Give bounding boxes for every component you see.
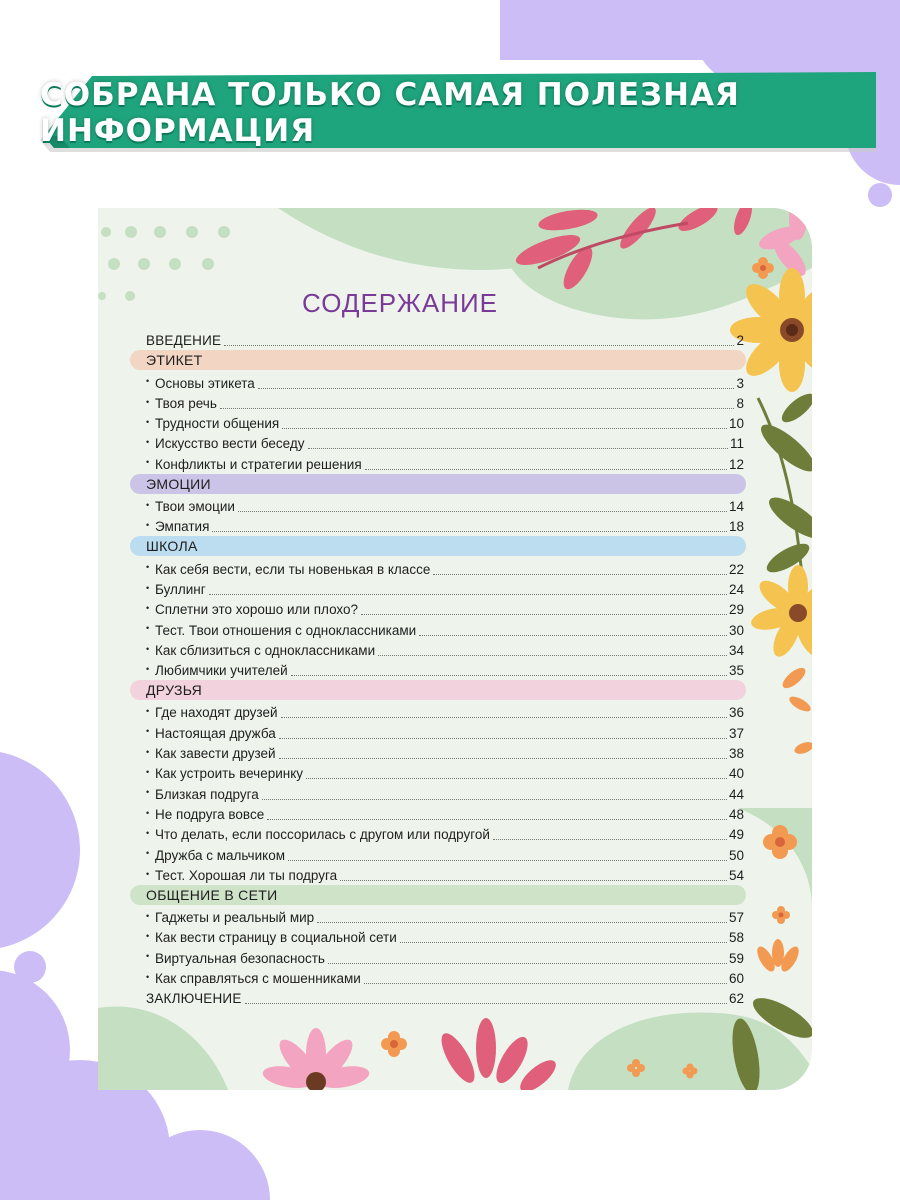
toc-entry[interactable] [130, 557, 746, 577]
toc-entry-page: 34 [728, 642, 744, 658]
bullet-icon: • [146, 706, 150, 717]
dot-leader [364, 983, 727, 984]
bullet-icon: • [146, 499, 150, 510]
toc-entry[interactable] [130, 412, 746, 432]
bullet-icon: • [146, 437, 150, 448]
dot-leader [279, 738, 727, 739]
toc-entry[interactable] [130, 639, 746, 659]
dot-leader [267, 819, 727, 820]
toc-entry-label: Как завести друзей [155, 746, 276, 762]
toc-section-header[interactable]: ДРУЗЬЯ [130, 680, 746, 700]
toc-entry-label: Не подруга вовсе [155, 806, 265, 822]
toc-entry-page: 10 [728, 416, 744, 432]
toc-title: СОДЕРЖАНИЕ [301, 288, 498, 318]
table-of-contents [130, 329, 746, 1007]
toc-entry-label: Эмпатия [155, 519, 210, 535]
toc-entry-label: Что делать, если поссорилась с другом или подругой [155, 827, 490, 843]
dot-leader [224, 345, 734, 346]
toc-entry[interactable] [130, 906, 746, 926]
toc-entry-page: 29 [728, 602, 744, 618]
toc-entry-page: 37 [728, 725, 744, 741]
bullet-icon: • [146, 931, 150, 942]
toc-entry-page: 48 [728, 806, 744, 822]
dot-leader [212, 531, 727, 532]
dot-leader [433, 574, 727, 575]
bullet-icon: • [146, 746, 150, 757]
dot-leader [308, 448, 728, 449]
toc-sections [130, 350, 746, 987]
toc-entry-page: 30 [728, 622, 744, 638]
toc-entry-label: Как устроить вечеринку [155, 766, 304, 782]
bullet-icon: • [146, 602, 150, 613]
dot-leader [400, 942, 727, 943]
dot-leader [209, 594, 727, 595]
toc-entry-page: 11 [729, 436, 744, 452]
toc-entry[interactable] [130, 495, 746, 515]
bullet-icon: • [146, 457, 150, 468]
toc-entry-label: ВВЕДЕНИЕ [146, 333, 222, 349]
toc-entry-label: Как справляться с мошенниками [155, 971, 361, 987]
toc-entry-label: Как вести страницу в социальной сети [155, 930, 397, 946]
dot-leader [306, 778, 727, 779]
toc-entry-page: 59 [728, 950, 744, 966]
toc-entry-page: 2 [736, 333, 744, 349]
bullet-icon: • [146, 767, 150, 778]
dot-leader [288, 860, 727, 861]
toc-entry-label: Близкая подруга [155, 786, 259, 802]
bullet-icon: • [146, 827, 150, 838]
toc-entry[interactable] [130, 946, 746, 966]
toc-entry-label: ЗАКЛЮЧЕНИЕ [146, 991, 242, 1007]
bullet-icon: • [146, 910, 150, 921]
dot-leader [262, 799, 727, 800]
toc-entry-page: 12 [728, 456, 744, 472]
toc-section-header[interactable]: ЭТИКЕТ [130, 350, 746, 370]
toc-entry[interactable] [130, 721, 746, 741]
toc-entry-page: 54 [728, 867, 744, 883]
toc-entry-label: Как себя вести, если ты новенькая в классе [155, 561, 431, 577]
toc-entry[interactable] [130, 843, 746, 863]
toc-entry-label: Твоя речь [155, 395, 217, 411]
toc-entry-page: 35 [728, 663, 744, 679]
bullet-icon: • [146, 807, 150, 818]
toc-entry-label: Трудности общения [155, 416, 280, 432]
dot-leader [493, 839, 727, 840]
toc-entry-label: Конфликты и стратегии решения [155, 456, 362, 472]
dot-leader [281, 717, 727, 718]
dot-leader [220, 408, 735, 409]
dot-leader [419, 635, 727, 636]
toc-entry[interactable] [130, 742, 746, 762]
toc-entry[interactable] [130, 371, 746, 391]
bullet-icon: • [146, 520, 150, 531]
toc-entry-page: 18 [728, 519, 744, 535]
toc-entry[interactable] [130, 432, 746, 452]
toc-entry[interactable] [130, 782, 746, 802]
toc-entry[interactable] [130, 618, 746, 638]
dot-leader [328, 963, 727, 964]
toc-entry[interactable] [130, 392, 746, 412]
dot-leader [291, 675, 727, 676]
toc-entry-page: 14 [728, 499, 744, 515]
toc-entry-page: 40 [728, 766, 744, 782]
dot-leader [279, 758, 727, 759]
toc-entry[interactable] [130, 967, 746, 987]
bullet-icon: • [146, 643, 150, 654]
bullet-icon: • [146, 726, 150, 737]
toc-entry-label: Как сблизиться с одноклассниками [155, 642, 376, 658]
toc-entry-label: Дружба с мальчиком [155, 847, 285, 863]
bullet-icon: • [146, 562, 150, 573]
toc-entry[interactable] [130, 515, 746, 535]
bullet-icon: • [146, 971, 150, 982]
toc-entry[interactable] [130, 452, 746, 472]
toc-entry-page: 44 [728, 786, 744, 802]
toc-entry-label: Сплетни это хорошо или плохо? [155, 602, 359, 618]
toc-entry-label: Гаджеты и реальный мир [155, 910, 315, 926]
toc-entry[interactable] [130, 864, 746, 884]
toc-entry-page: 24 [728, 581, 744, 597]
toc-entry-label: Виртуальная безопасность [155, 950, 325, 966]
bullet-icon: • [146, 663, 150, 674]
dot-leader [245, 1003, 727, 1004]
bullet-icon: • [146, 868, 150, 879]
dot-leader [361, 614, 727, 615]
toc-entry[interactable] [130, 598, 746, 618]
toc-section-header[interactable]: ОБЩЕНИЕ В СЕТИ [130, 885, 746, 905]
toc-section-header[interactable]: ЭМОЦИИ [130, 474, 746, 494]
toc-entry-page: 8 [736, 395, 744, 411]
toc-entry-page: 60 [728, 971, 744, 987]
toc-entry-label: Тест. Твои отношения с одноклассниками [155, 622, 417, 638]
bullet-icon: • [146, 582, 150, 593]
dot-leader [258, 388, 735, 389]
dot-leader [282, 428, 727, 429]
toc-entry-page: 36 [728, 705, 744, 721]
dot-leader [340, 880, 727, 881]
dot-leader [378, 655, 727, 656]
toc-entry-page: 57 [728, 910, 744, 926]
toc-entry-page: 58 [728, 930, 744, 946]
toc-entry-label: Искусство вести беседу [155, 436, 305, 452]
toc-entry-label: Где находят друзей [155, 705, 278, 721]
toc-entry[interactable] [130, 823, 746, 843]
toc-entry[interactable] [130, 659, 746, 679]
toc-entry-label: Твои эмоции [155, 499, 235, 515]
toc-entry-page: 3 [736, 375, 744, 391]
toc-entry-label: Буллинг [155, 581, 206, 597]
dot-leader [317, 922, 727, 923]
toc-entry[interactable] [130, 926, 746, 946]
toc-entry-page: 38 [728, 746, 744, 762]
toc-entry[interactable] [130, 762, 746, 782]
bubble [868, 183, 892, 207]
toc-entry-outro[interactable] [130, 987, 746, 1007]
bullet-icon: • [146, 396, 150, 407]
bullet-icon: • [146, 416, 150, 427]
dot-leader [365, 469, 727, 470]
bullet-icon: • [146, 848, 150, 859]
bullet-icon: • [146, 623, 150, 634]
toc-entry[interactable] [130, 803, 746, 823]
toc-entry-label: Основы этикета [155, 375, 255, 391]
bubble [14, 951, 46, 983]
banner-title: СОБРАНА ТОЛЬКО САМАЯ ПОЛЕЗНАЯ ИНФОРМАЦИЯ [40, 77, 740, 149]
toc-entry-page: 50 [728, 847, 744, 863]
toc-entry[interactable] [130, 701, 746, 721]
toc-entry-intro[interactable] [130, 329, 746, 349]
dot-leader [238, 511, 727, 512]
toc-entry-label: Настоящая дружба [155, 725, 276, 741]
toc-entry[interactable] [130, 578, 746, 598]
bullet-icon: • [146, 951, 150, 962]
toc-entry-page: 22 [728, 561, 744, 577]
toc-entry-label: Тест. Хорошая ли ты подруга [155, 867, 338, 883]
toc-entry-page: 62 [728, 991, 744, 1007]
bullet-icon: • [146, 376, 150, 387]
toc-entry-page: 49 [728, 827, 744, 843]
bullet-icon: • [146, 787, 150, 798]
toc-entry-label: Любимчики учителей [155, 663, 288, 679]
toc-section-header[interactable]: ШКОЛА [130, 536, 746, 556]
